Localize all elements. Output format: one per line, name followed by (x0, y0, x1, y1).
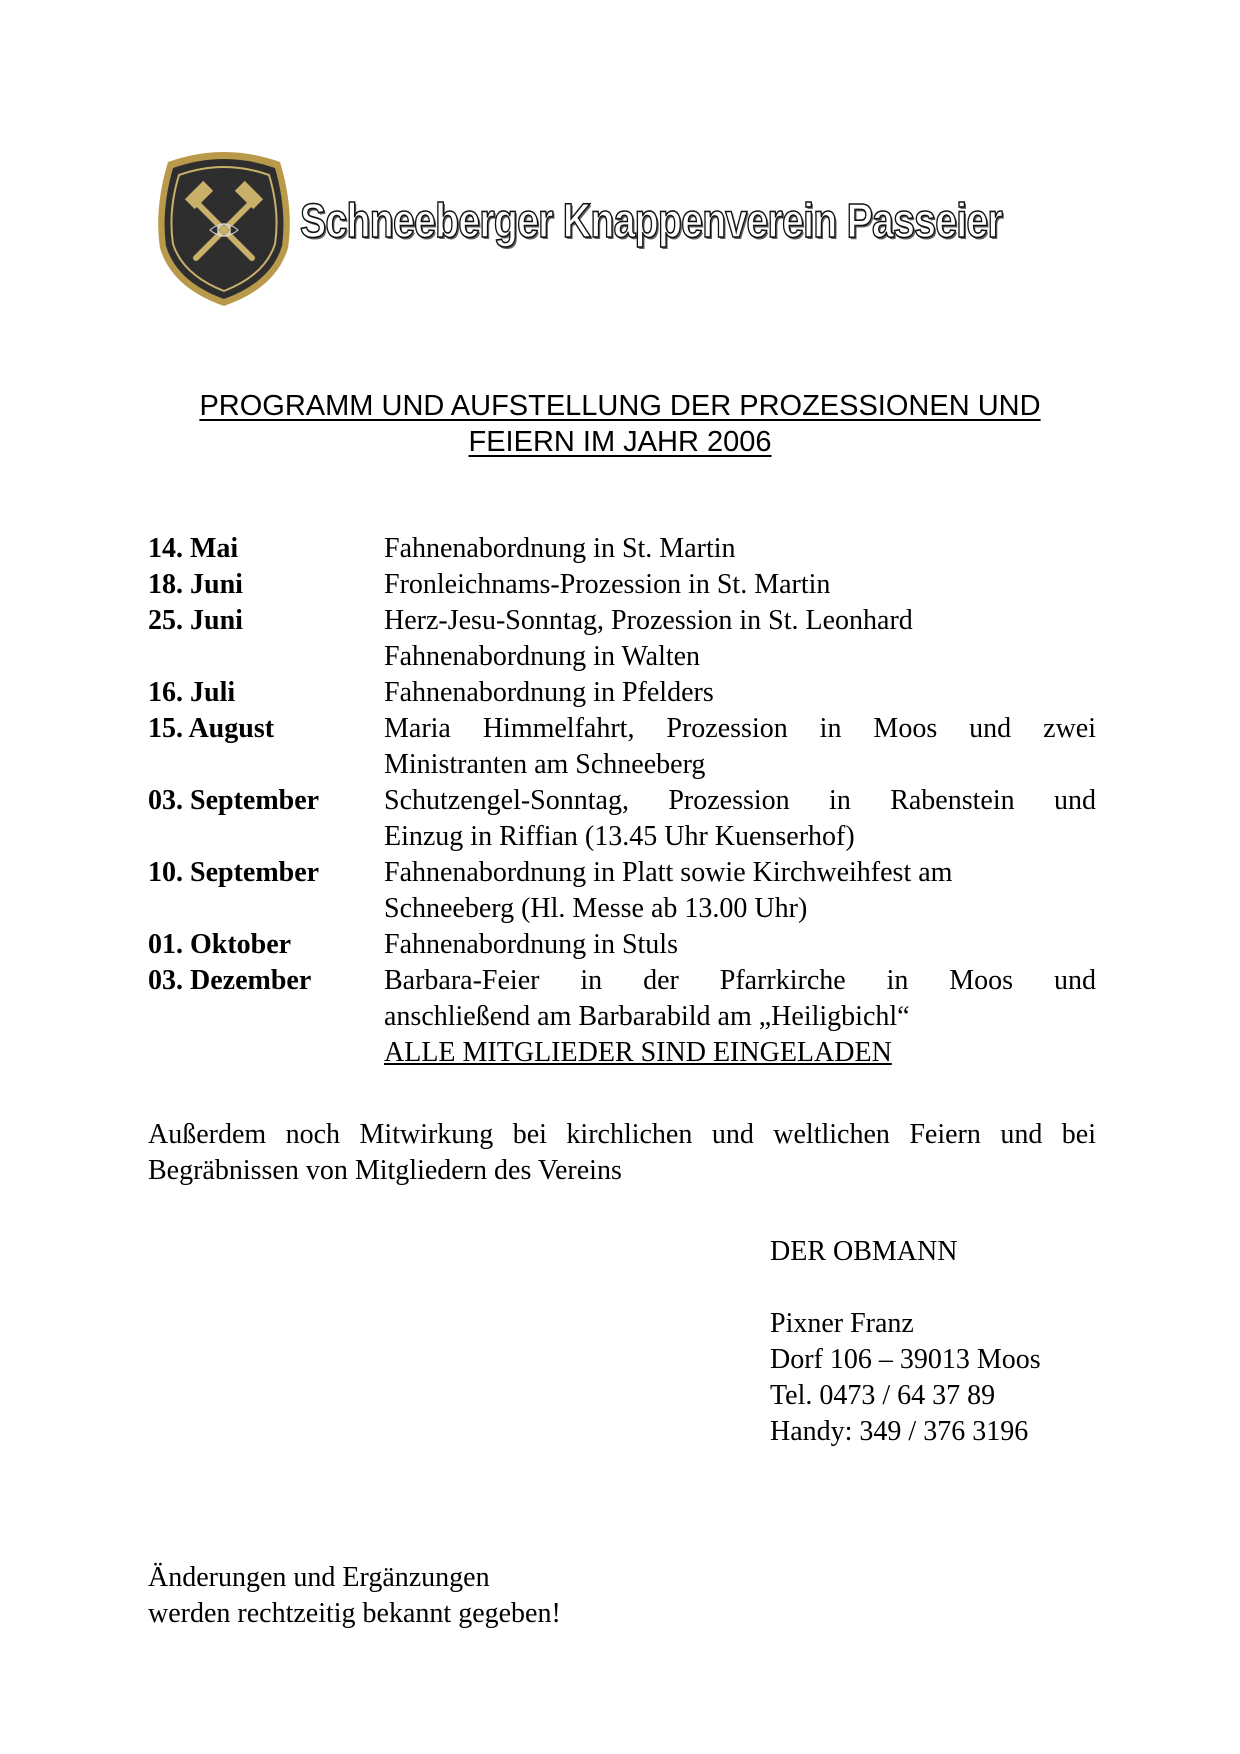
signatory-mobile: Handy: 349 / 376 3196 (770, 1416, 1029, 1447)
event-description (384, 675, 1096, 711)
event-description (384, 927, 1096, 963)
event-date: 10. September (148, 857, 320, 888)
event-list (148, 531, 1096, 1071)
event-line: anschließend am Barbarabild am „Heiligbichl“ (384, 1001, 910, 1032)
event-date: 01. Oktober (148, 929, 292, 960)
note-line: Außerdem noch Mitwirkung bei kirchlichen und weltlichen Feiern und bei (148, 1119, 1096, 1150)
event-date: 15. August (148, 713, 275, 744)
event-line: Herz-Jesu-Sonntag, Prozession in St. Leonhard (384, 605, 913, 636)
event-line: Schutzengel-Sonntag, Prozession in Rabenstein und (384, 785, 1096, 816)
event-row (148, 963, 1096, 1071)
footer-note (148, 1560, 748, 1632)
event-date: 16. Juli (148, 677, 236, 708)
signature-block (770, 1234, 1110, 1450)
signatory-title: DER OBMANN (770, 1236, 958, 1267)
title-line: FEIERN IM JAHR 2006 (468, 426, 772, 458)
event-row (148, 603, 1096, 675)
event-date: 18. Juni (148, 569, 243, 600)
event-row (148, 531, 1096, 567)
crossed-hammers-shield-icon (148, 148, 300, 310)
event-date: 14. Mai (148, 533, 239, 564)
event-line: Fahnenabordnung in Walten (384, 641, 701, 672)
event-description (384, 963, 1096, 1071)
event-date: 03. September (148, 785, 320, 816)
event-row (148, 675, 1096, 711)
note-line: Begräbnissen von Mitgliedern des Vereins (148, 1155, 622, 1186)
footer-line: werden rechtzeitig bekannt gegeben! (148, 1598, 561, 1629)
page-title (150, 388, 1090, 460)
invitation-notice: ALLE MITGLIEDER SIND EINGELADEN (384, 1037, 892, 1068)
event-line: Fahnenabordnung in Stuls (384, 929, 678, 960)
additional-note (148, 1117, 1096, 1189)
event-row (148, 711, 1096, 783)
event-line: Ministranten am Schneeberg (384, 749, 706, 780)
event-description (384, 711, 1096, 783)
event-line: Fronleichnams-Prozession in St. Martin (384, 569, 831, 600)
event-row (148, 783, 1096, 855)
event-line: Fahnenabordnung in St. Martin (384, 533, 736, 564)
event-row (148, 927, 1096, 963)
event-line: Einzug in Riffian (13.45 Uhr Kuenserhof) (384, 821, 855, 852)
event-line: Fahnenabordnung in Platt sowie Kirchweihfest am (384, 857, 953, 888)
signatory-phone: Tel. 0473 / 64 37 89 (770, 1380, 996, 1411)
footer-line: Änderungen und Ergänzungen (148, 1562, 490, 1593)
event-line: Maria Himmelfahrt, Prozession in Moos und zwei (384, 713, 1096, 744)
letterhead (148, 148, 1088, 310)
event-description (384, 531, 1096, 567)
signatory-name: Pixner Franz (770, 1308, 914, 1339)
organization-name: Schneeberger Knappenverein Passeier (300, 195, 1002, 248)
event-row (148, 855, 1096, 927)
event-description (384, 603, 1096, 675)
event-description (384, 783, 1096, 855)
title-line: PROGRAMM UND AUFSTELLUNG DER PROZESSIONEN UND (199, 390, 1041, 422)
event-line: Schneeberg (Hl. Messe ab 13.00 Uhr) (384, 893, 808, 924)
event-description (384, 567, 1096, 603)
signatory-address: Dorf 106 – 39013 Moos (770, 1344, 1041, 1375)
event-date: 03. Dezember (148, 965, 312, 996)
event-description (384, 855, 1096, 927)
event-date: 25. Juni (148, 605, 243, 636)
event-line: Fahnenabordnung in Pfelders (384, 677, 714, 708)
event-line: Barbara-Feier in der Pfarrkirche in Moos und (384, 965, 1096, 996)
event-row (148, 567, 1096, 603)
